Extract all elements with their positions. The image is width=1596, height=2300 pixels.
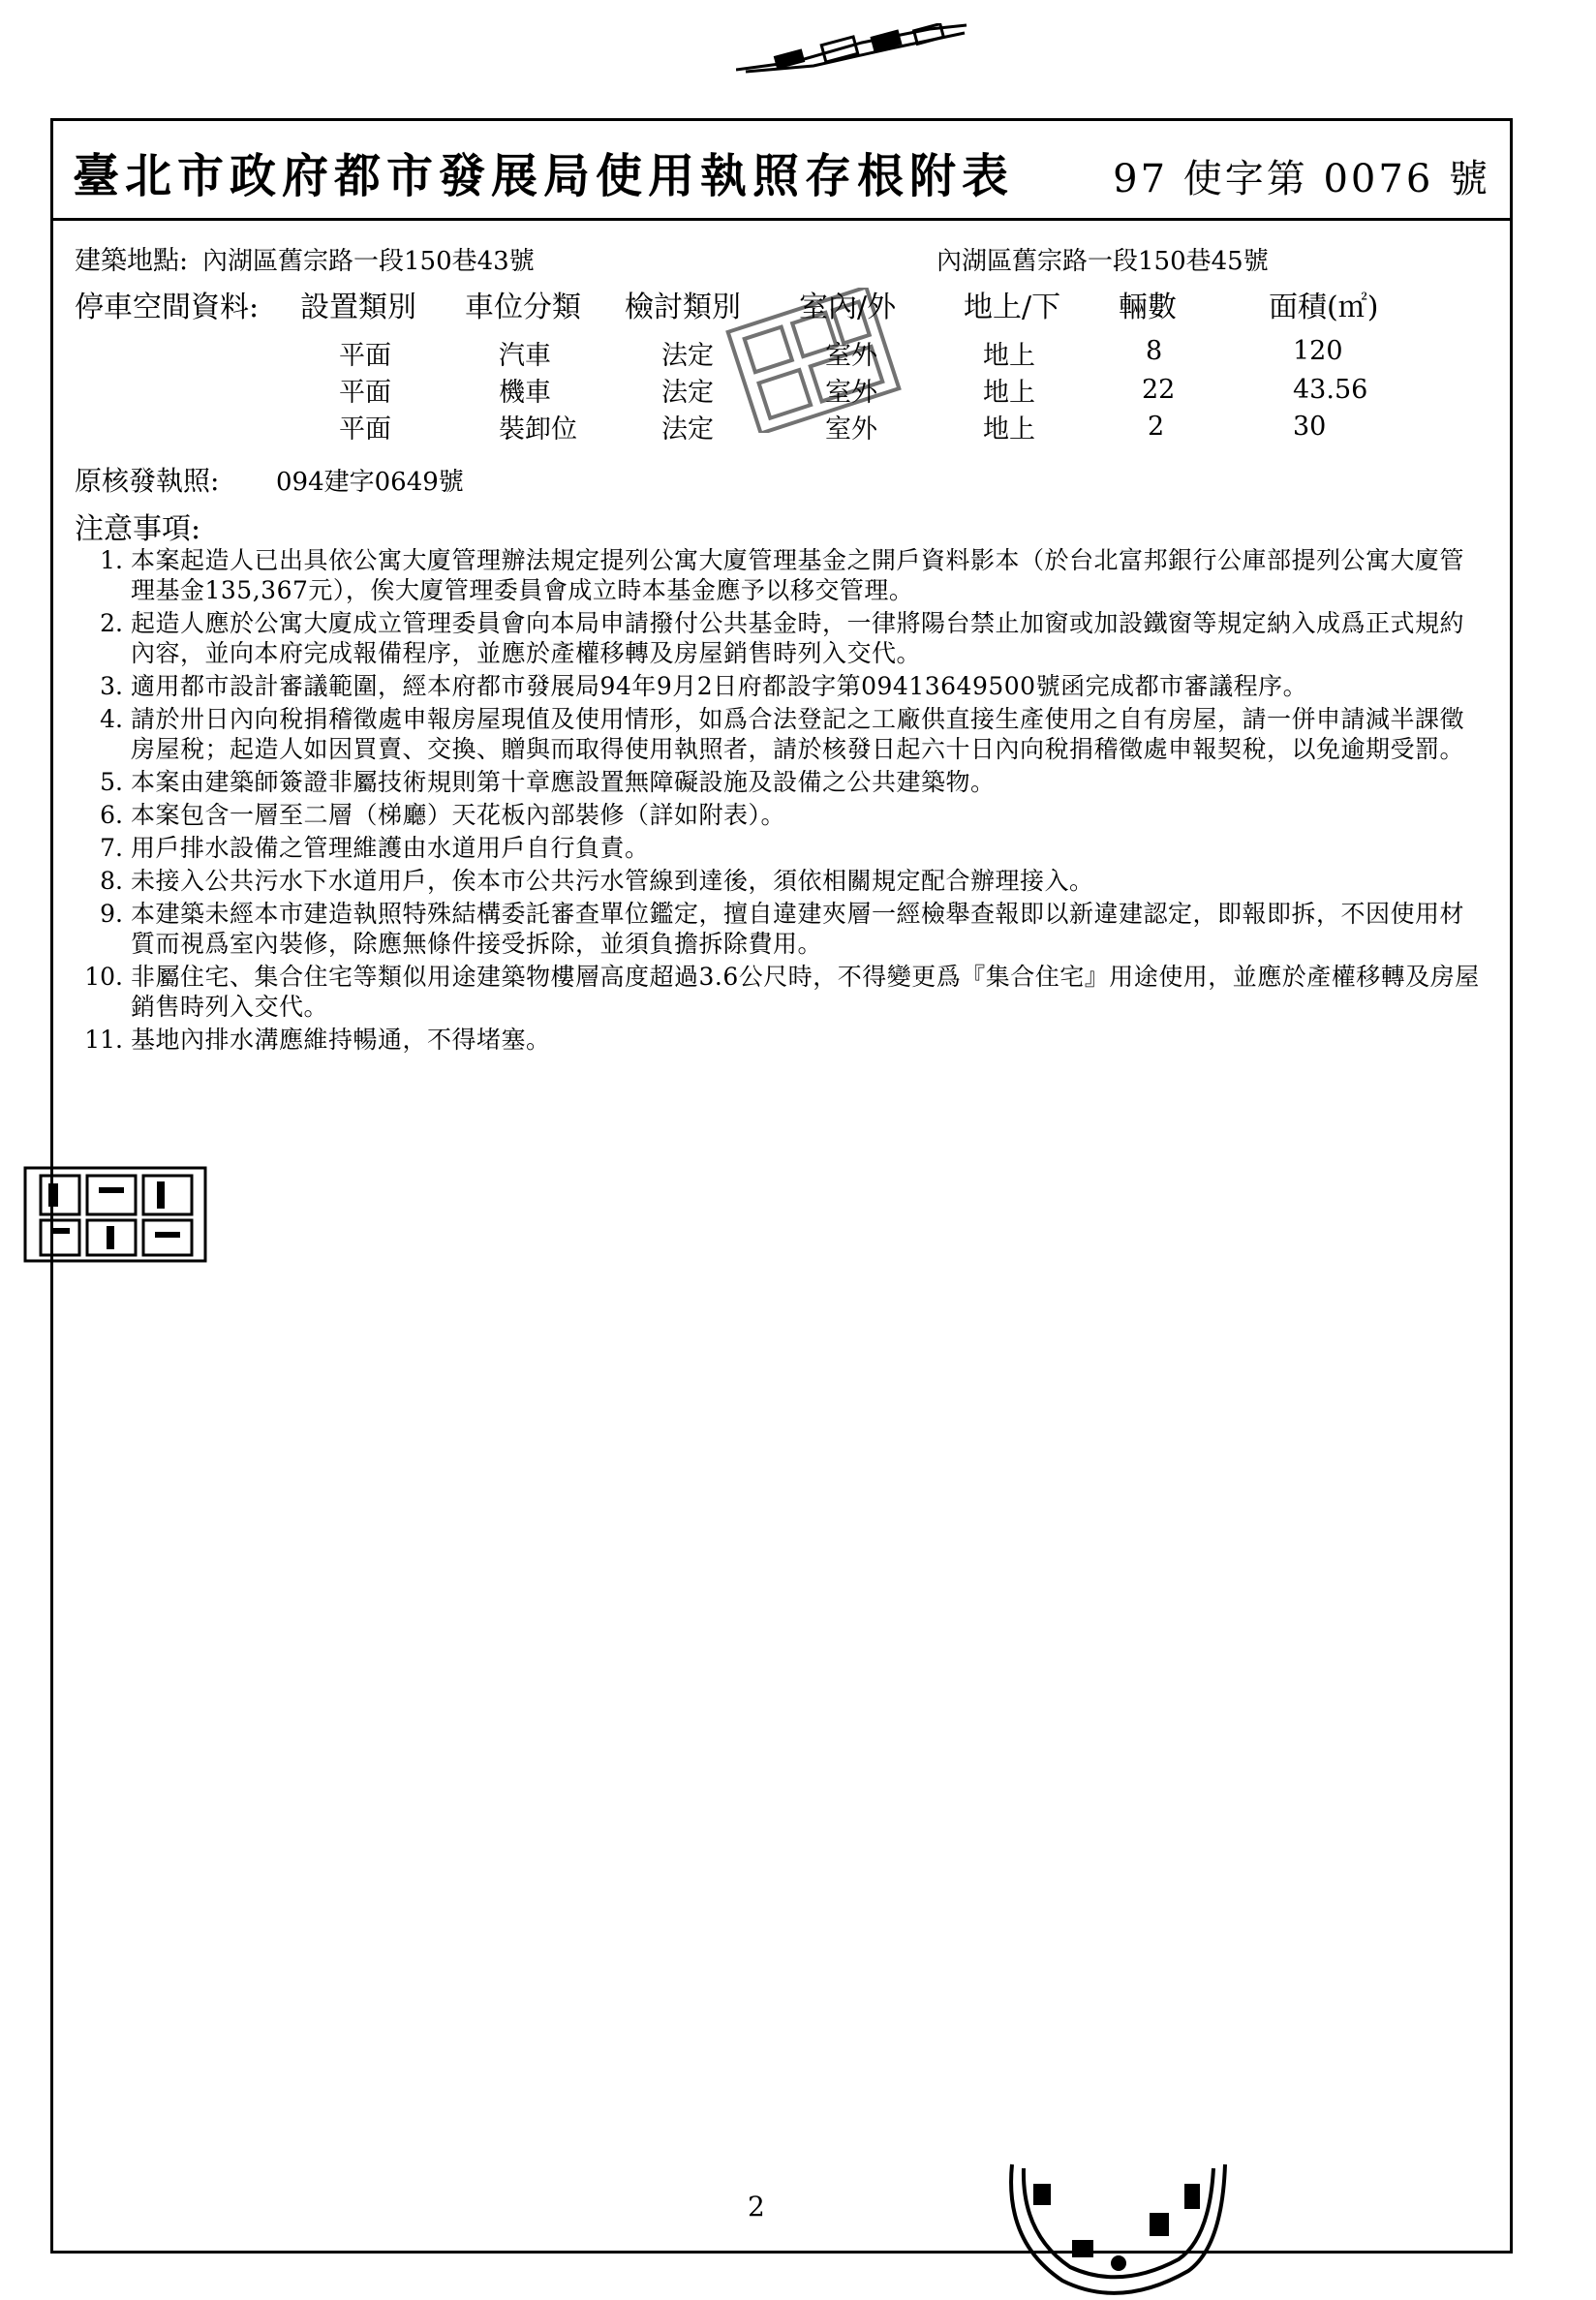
table-cell: 室外 <box>825 378 877 408</box>
note-number: 8. <box>100 867 123 895</box>
table-cell: 裝卸位 <box>499 414 577 445</box>
table-cell: 平面 <box>339 414 391 445</box>
table-cell: 43.56 <box>1293 375 1368 405</box>
parking-col-above-below: 地上/下 <box>964 291 1061 324</box>
table-cell: 機車 <box>499 378 551 408</box>
list-item <box>75 704 1489 764</box>
note-number: 10. <box>84 963 123 991</box>
page-number: 2 <box>748 2191 765 2223</box>
list-item <box>75 671 1489 701</box>
note-number: 1. <box>100 546 123 574</box>
address-line-2: 內湖區舊宗路一段150巷45號 <box>936 247 1269 276</box>
table-cell: 平面 <box>339 341 391 371</box>
note-text: 未接入公共污水下水道用戶，俟本市公共污水管線到達後，須依相關規定配合辦理接入。 <box>131 867 1094 895</box>
list-item <box>75 608 1489 668</box>
document-frame <box>50 118 1513 2254</box>
note-text: 本建築未經本市建造執照特殊結構委託審查單位鑑定，擅自違建夾層一經檢舉查報即以新違建認定，即報即拆，不因使用材質而視爲室內裝修，除應無條件接受拆除，並須負擔拆除費用。 <box>131 900 1465 958</box>
left-margin-seal-stamp <box>21 1162 215 1269</box>
parking-col-count: 輛數 <box>1119 291 1177 324</box>
note-text: 適用都市設計審議範圍，經本府都市發展局94年9月2日府都設字第09413649500號函完成都市審議程序。 <box>131 672 1308 700</box>
note-number: 5. <box>100 768 123 796</box>
original-permit-value: 094建字0649號 <box>276 468 464 497</box>
table-cell: 汽車 <box>499 341 551 371</box>
list-item <box>75 545 1489 605</box>
table-cell: 法定 <box>661 414 714 445</box>
note-number: 2. <box>100 609 123 637</box>
parking-col-category: 車位分類 <box>465 291 581 324</box>
list-item <box>75 833 1489 863</box>
list-item <box>75 962 1489 1022</box>
list-item <box>75 866 1489 896</box>
parking-col-indoor-outdoor: 室內/外 <box>799 291 897 324</box>
bottom-round-seal-stamp <box>995 2155 1237 2300</box>
table-cell: 地上 <box>983 341 1035 371</box>
note-number: 3. <box>100 672 123 700</box>
address-label: 建築地點: <box>75 246 189 276</box>
title-row <box>53 121 1510 221</box>
address-line-1: 內湖區舊宗路一段150巷43號 <box>202 247 535 276</box>
parking-col-type: 設置類別 <box>300 291 416 324</box>
document-title: 臺北市政府都市發展局使用執照存根附表 <box>73 149 1015 203</box>
table-cell: 室外 <box>825 414 877 445</box>
note-text: 請於卅日內向稅捐稽徵處申報房屋現值及使用情形，如爲合法登記之工廠供直接生產使用之自有房屋，請一併申請減半課徵房屋稅；起造人如因買賣、交換、贈與而取得使用執照者，請於核發日起六十日內向稅捐稽徵處申報契稅，以免逾期受罰。 <box>131 705 1465 763</box>
list-item <box>75 800 1489 830</box>
note-text: 非屬住宅、集合住宅等類似用途建築物樓層高度超過3.6公尺時，不得變更爲『集合住宅』用途使用，並應於產權移轉及房屋銷售時列入交代。 <box>131 963 1480 1021</box>
top-seal-stamp <box>736 23 968 74</box>
list-item <box>75 899 1489 959</box>
notes-title: 注意事項: <box>75 512 201 546</box>
note-number: 7. <box>100 834 123 862</box>
permit-number: 97 使字第 0076 號 <box>1113 157 1490 201</box>
note-text: 起造人應於公寓大廈成立管理委員會向本局申請撥付公共基金時，一律將陽台禁止加窗或加設鐵窗等規定納入成爲正式規約內容，並向本府完成報備程序，並應於產權移轉及房屋銷售時列入交代。 <box>131 609 1465 667</box>
note-number: 4. <box>100 705 123 733</box>
note-text: 本案起造人已出具依公寓大廈管理辦法規定提列公寓大廈管理基金之開戶資料影本（於台北富邦銀行公庫部提列公寓大廈管理基金135,367元），俟大廈管理委員會成立時本基金應予以移交管理。 <box>131 546 1465 604</box>
table-cell: 地上 <box>983 414 1035 445</box>
table-cell: 室外 <box>825 341 877 371</box>
table-cell: 法定 <box>661 378 714 408</box>
original-permit-label: 原核發執照: <box>75 465 220 497</box>
table-cell: 地上 <box>983 378 1035 408</box>
list-item <box>75 1025 1489 1055</box>
table-cell: 22 <box>1142 375 1176 405</box>
notes-list <box>75 545 1489 1058</box>
table-cell: 2 <box>1148 412 1165 442</box>
list-item <box>75 767 1489 797</box>
note-text: 基地內排水溝應維持暢通，不得堵塞。 <box>131 1026 551 1054</box>
note-text: 本案包含一層至二層（梯廳）天花板內部裝修（詳如附表）。 <box>131 801 786 829</box>
parking-col-area: 面積(㎡) <box>1269 291 1379 324</box>
note-text: 本案由建築師簽證非屬技術規則第十章應設置無障礙設施及設備之公共建築物。 <box>131 768 996 796</box>
note-text: 用戶排水設備之管理維護由水道用戶自行負責。 <box>131 834 650 862</box>
table-cell: 8 <box>1146 336 1163 366</box>
parking-col-review: 檢討類別 <box>625 291 741 324</box>
table-cell: 法定 <box>661 341 714 371</box>
table-cell: 平面 <box>339 378 391 408</box>
note-number: 11. <box>84 1026 123 1054</box>
table-cell: 120 <box>1293 336 1343 366</box>
note-number: 9. <box>100 900 123 928</box>
note-number: 6. <box>100 801 123 829</box>
parking-label: 停車空間資料: <box>75 291 260 324</box>
table-cell: 30 <box>1293 412 1327 442</box>
